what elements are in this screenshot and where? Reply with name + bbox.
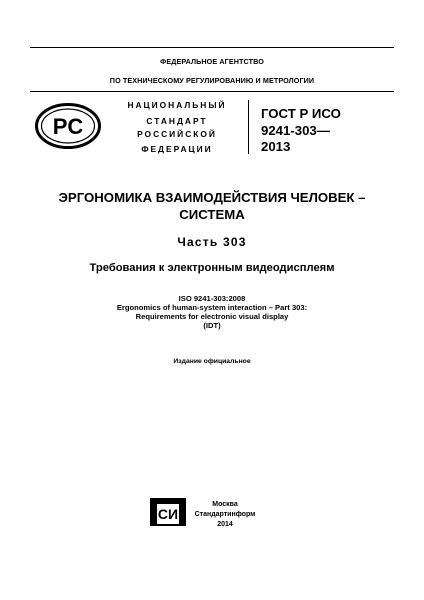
standard-designation-line-1: ГОСТ Р ИСО bbox=[261, 106, 341, 121]
national-standard-line-4: ФЕДЕРАЦИИ bbox=[141, 144, 213, 154]
document-title-line-2: СИСТЕМА bbox=[179, 207, 245, 222]
standard-designation-line-2: 9241-303— bbox=[261, 123, 330, 138]
header-rule bbox=[30, 91, 394, 92]
vertical-separator bbox=[248, 100, 249, 154]
top-rule bbox=[30, 47, 394, 48]
national-standard-line-2: СТАНДАРТ bbox=[146, 116, 208, 126]
iso-reference-line-2: Ergonomics of human-system interaction – Part 303: bbox=[116, 303, 308, 312]
emblem-letters: PC bbox=[52, 114, 84, 139]
publisher-name: Стандартинформ bbox=[194, 511, 256, 518]
agency-name-line-1: ФЕДЕРАЛЬНОЕ АГЕНТСТВО bbox=[160, 57, 264, 66]
gost-r-emblem-icon bbox=[35, 103, 101, 149]
national-standard-line-3: РОССИЙСКОЙ bbox=[137, 129, 217, 139]
iso-reference-line-1: ISO 9241-303:2008 bbox=[178, 294, 246, 303]
agency-name-line-2: ПО ТЕХНИЧЕСКОМУ РЕГУЛИРОВАНИЮ И МЕТРОЛОГИИ bbox=[109, 76, 315, 85]
national-standard-line-1: НАЦИОНАЛЬНЫЙ bbox=[127, 100, 227, 110]
publication-year: 2014 bbox=[217, 521, 233, 528]
iso-reference-line-4: (IDT) bbox=[203, 321, 221, 330]
document-part: Часть 303 bbox=[177, 235, 247, 249]
document-subtitle: Требования к электронным видеодисплеям bbox=[89, 262, 335, 274]
edition-note: Издание официальное bbox=[173, 358, 251, 365]
iso-reference-line-3: Requirements for electronic visual display bbox=[135, 312, 289, 321]
publisher-logo-letters: СИ bbox=[157, 506, 179, 522]
document-title-line-1: ЭРГОНОМИКА ВЗАИМОДЕЙСТВИЯ ЧЕЛОВЕК – bbox=[58, 190, 366, 205]
publisher-city: Москва bbox=[212, 501, 238, 508]
standard-designation-line-3: 2013 bbox=[261, 139, 291, 154]
standartinform-logo-icon bbox=[150, 498, 186, 526]
